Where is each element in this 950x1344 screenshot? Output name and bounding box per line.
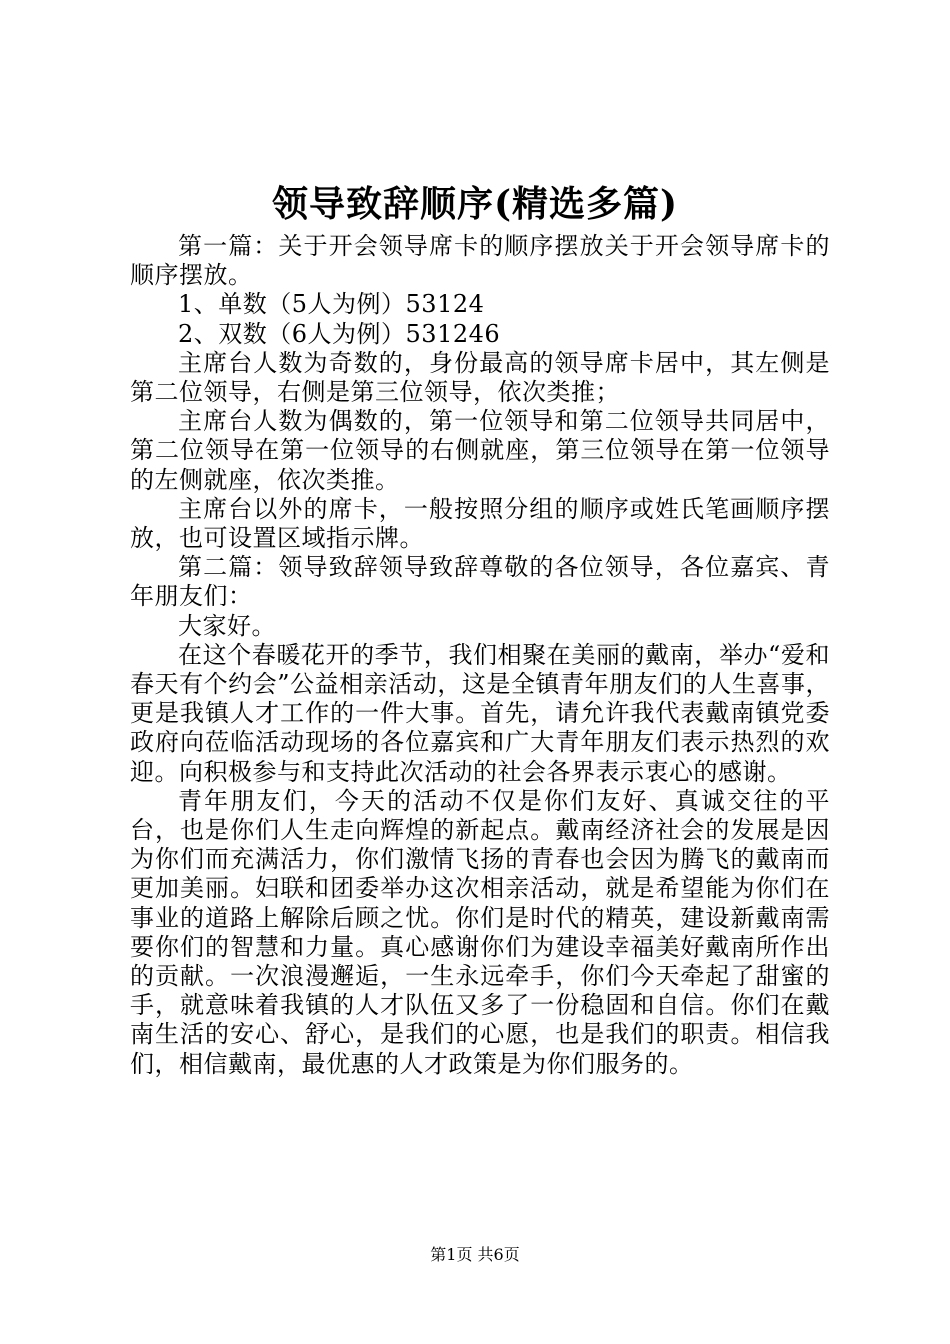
paragraph: 在这个春暖花开的季节，我们相聚在美丽的戴南，举办“爱和春天有个约会”公益相亲活动，这是全镇青年朋友们的人生喜事，更是我镇人才工作的一件大事。首先，请允许我代表戴南镇党委政府向莅临活动现场的各位嘉宾和广大青年朋友们表示热烈的欢迎。向积极参与和支持此次活动的社会各界表示衷心的感谢。 xyxy=(130,640,830,786)
page-footer: 第1页 共6页 xyxy=(430,1245,520,1264)
paragraph: 第二篇：领导致辞领导致辞尊敬的各位领导，各位嘉宾、青年朋友们： xyxy=(130,553,830,611)
paragraph: 2、双数（6人为例）531246 xyxy=(178,319,501,348)
paragraph: 1、单数（5人为例）53124 xyxy=(178,290,485,319)
paragraph: 第一篇：关于开会领导席卡的顺序摆放关于开会领导席卡的顺序摆放。 xyxy=(130,232,830,290)
paragraph: 大家好。 xyxy=(178,611,276,640)
document-body xyxy=(130,232,830,1079)
paragraph: 主席台以外的席卡，一般按照分组的顺序或姓氏笔画顺序摆放，也可设置区域指示牌。 xyxy=(130,494,830,553)
paragraph: 青年朋友们，今天的活动不仅是你们友好、真诚交往的平台，也是你们人生走向辉煌的新起点。戴南经济社会的发展是因为你们而充满活力，你们激情飞扬的青春也会因为腾飞的戴南而更加美丽。妇联和团委举办这次相亲活动，就是希望能为你们在事业的道路上解除后顾之忧。你们是时代的精英，建设新戴南需要你们的智慧和力量。真心感谢你们为建设幸福美好戴南所作出的贡献。一次浪漫邂逅，一生永远牵手，你们今天牵起了甜蜜的手，就意味着我镇的人才队伍又多了一份稳固和自信。你们在戴南生活的安心、舒心，是我们的心愿，也是我们的职责。相信我们，相信戴南，最优惠的人才政策是为你们服务的。 xyxy=(130,786,830,1078)
paragraph: 主席台人数为奇数的，身份最高的领导席卡居中，其左侧是第二位领导，右侧是第三位领导，依次类推； xyxy=(130,348,830,407)
paragraph: 主席台人数为偶数的，第一位领导和第二位领导共同居中，第二位领导在第一位领导的右侧就座，第三位领导在第一位领导的左侧就座，依次类推。 xyxy=(130,407,830,494)
document-title: 领导致辞顺序(精选多篇) xyxy=(271,183,679,225)
